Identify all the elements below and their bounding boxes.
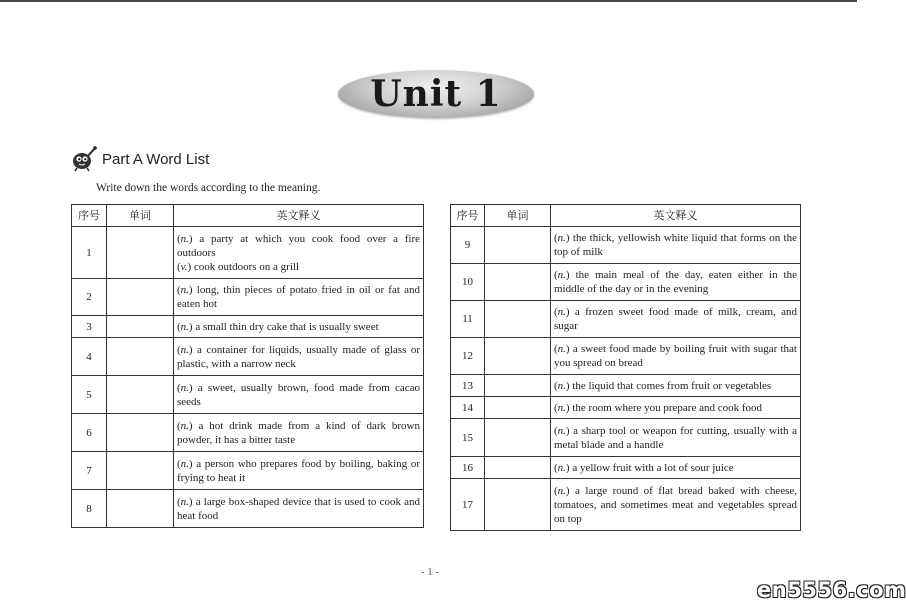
definition-line: (n.) a small thin dry cake that is usually sweet: [177, 320, 379, 333]
table-row: [451, 457, 801, 479]
word-answer-cell[interactable]: [485, 457, 551, 479]
definition-text: a party at which you cook food over a fire outdoors: [177, 232, 420, 259]
part-of-speech: n.: [557, 424, 566, 437]
part-of-speech: n.: [557, 343, 566, 355]
table-row: [72, 316, 424, 338]
part-of-speech: n.: [557, 232, 566, 244]
part-of-speech: n.: [557, 484, 566, 497]
row-number: 1: [72, 227, 107, 279]
definition-text: a sweet food made by boiling fruit with sugar that you spread on bread: [554, 343, 797, 369]
part-header: [70, 146, 209, 172]
word-list-table-right: [450, 204, 801, 531]
definition-line: (n.) a large round of flat bread baked with cheese, tomatoes, and sometimes meat and vegetables spread on top: [554, 484, 797, 525]
definition-cell: [551, 419, 801, 457]
part-of-speech: n.: [557, 461, 566, 474]
definition-line: (n.) long, thin pieces of potato fried in oil or fat and eaten hot: [177, 284, 420, 310]
table-row: [72, 414, 424, 452]
row-number: 3: [72, 316, 107, 338]
part-of-speech: n.: [557, 306, 566, 318]
definition-cell: [551, 338, 801, 375]
watermark: en5556.com: [757, 578, 906, 602]
definition-cell: [174, 279, 424, 316]
definition-text: a large round of flat bread baked with cheese, tomatoes, and sometimes meat and vegetables spread on top: [554, 484, 797, 525]
definition-text: the main meal of the day, eaten either in the middle of the day or in the evening: [554, 269, 797, 295]
word-answer-cell[interactable]: [107, 279, 174, 316]
header-num: 序号: [72, 205, 107, 227]
table-row: [451, 264, 801, 301]
table-row: [72, 490, 424, 528]
mascot-icon: [70, 146, 98, 172]
row-number: 14: [451, 397, 485, 419]
row-number: 9: [451, 227, 485, 264]
table-header-row: [72, 205, 424, 227]
table-row: [72, 452, 424, 490]
word-answer-cell[interactable]: [107, 376, 174, 414]
definition-line: (n.) a yellow fruit with a lot of sour juice: [554, 461, 734, 474]
top-rule: [0, 0, 857, 2]
table-row: [451, 227, 801, 264]
definition-text: a yellow fruit with a lot of sour juice: [569, 461, 734, 474]
definition-line: (n.) the room where you prepare and cook food: [554, 401, 763, 414]
table-header-row: [451, 205, 801, 227]
table-row: [451, 479, 801, 531]
part-of-speech: n.: [557, 269, 566, 281]
definition-line: (n.) a container for liquids, usually made of glass or plastic, with a narrow neck: [177, 343, 420, 370]
part-of-speech: n.: [180, 284, 189, 296]
part-of-speech: n.: [180, 320, 189, 333]
definition-cell: [551, 397, 801, 419]
word-answer-cell[interactable]: [107, 227, 174, 279]
word-answer-cell[interactable]: [485, 227, 551, 264]
row-number: 10: [451, 264, 485, 301]
part-of-speech: n.: [180, 381, 189, 394]
word-answer-cell[interactable]: [485, 338, 551, 375]
part-of-speech: n.: [557, 401, 566, 414]
table-row: [451, 301, 801, 338]
header-num: 序号: [451, 205, 485, 227]
instruction-text: Write down the words according to the meaning.: [96, 182, 321, 194]
part-of-speech: v.: [180, 260, 188, 273]
part-of-speech: n.: [180, 343, 189, 356]
definition-cell: [551, 227, 801, 264]
table-row: [451, 397, 801, 419]
header-word: 单词: [485, 205, 551, 227]
word-answer-cell[interactable]: [485, 397, 551, 419]
definition-text: a container for liquids, usually made of glass or plastic, with a narrow neck: [177, 343, 420, 370]
table-row: [451, 338, 801, 375]
definition-text: a person who prepares food by boiling, baking or frying to heat it: [177, 457, 420, 484]
word-answer-cell[interactable]: [107, 316, 174, 338]
definition-cell: [174, 490, 424, 528]
definition-text: a sharp tool or weapon for cutting, usually with a metal blade and a handle: [554, 424, 797, 451]
part-of-speech: n.: [557, 379, 566, 392]
definition-line: (n.) a hot drink made from a kind of dark brown powder, it has a bitter taste: [177, 419, 420, 446]
row-number: 6: [72, 414, 107, 452]
definition-cell: [174, 414, 424, 452]
table-row: [72, 338, 424, 376]
definition-line: (n.) the liquid that comes from fruit or vegetables: [554, 379, 772, 392]
header-word: 单词: [107, 205, 174, 227]
row-number: 8: [72, 490, 107, 528]
word-answer-cell[interactable]: [485, 264, 551, 301]
definition-text: cook outdoors on a grill: [191, 260, 300, 273]
row-number: 12: [451, 338, 485, 375]
word-answer-cell[interactable]: [485, 419, 551, 457]
header-definition: 英文释义: [174, 205, 424, 227]
definition-text: a small thin dry cake that is usually sweet: [192, 320, 379, 333]
row-number: 15: [451, 419, 485, 457]
row-number: 11: [451, 301, 485, 338]
definition-cell: [174, 452, 424, 490]
definition-cell: [174, 376, 424, 414]
definition-cell: [551, 301, 801, 338]
part-of-speech: n.: [180, 419, 189, 432]
definition-line: (n.) a party at which you cook food over a fire outdoors: [177, 232, 420, 259]
table-row: [72, 227, 424, 279]
definition-text: a sweet, usually brown, food made from cacao seeds: [177, 381, 420, 408]
part-of-speech: n.: [180, 232, 189, 245]
part-of-speech: n.: [180, 457, 189, 470]
part-of-speech: n.: [180, 495, 189, 508]
definition-text: the liquid that comes from fruit or vegetables: [569, 379, 772, 392]
definition-cell: [551, 479, 801, 531]
word-answer-cell[interactable]: [107, 452, 174, 490]
table-row: [72, 279, 424, 316]
header-definition: 英文释义: [551, 205, 801, 227]
definition-line: (n.) a sweet food made by boiling fruit with sugar that you spread on bread: [554, 343, 797, 369]
definition-cell: [551, 264, 801, 301]
definition-text: the thick, yellowish white liquid that forms on the top of milk: [554, 232, 797, 258]
word-answer-cell[interactable]: [107, 414, 174, 452]
row-number: 13: [451, 375, 485, 397]
definition-line: (n.) a sweet, usually brown, food made from cacao seeds: [177, 381, 420, 408]
page-number: - 1 -: [420, 566, 440, 578]
row-number: 7: [72, 452, 107, 490]
part-title: Part A Word List: [102, 150, 210, 168]
row-number: 16: [451, 457, 485, 479]
row-number: 2: [72, 279, 107, 316]
definition-line: (n.) the main meal of the day, eaten either in the middle of the day or in the evening: [554, 269, 797, 295]
definition-line: (n.) a frozen sweet food made of milk, cream, and sugar: [554, 306, 797, 332]
table-row: [72, 376, 424, 414]
word-list-table-left: [71, 204, 424, 528]
definition-line: (n.) a large box-shaped device that is used to cook and heat food: [177, 495, 420, 522]
word-answer-cell[interactable]: [485, 301, 551, 338]
row-number: 5: [72, 376, 107, 414]
definition-text: the room where you prepare and cook food: [569, 401, 763, 414]
definition-line: (n.) the thick, yellowish white liquid that forms on the top of milk: [554, 232, 797, 258]
definition-text: a hot drink made from a kind of dark brown powder, it has a bitter taste: [177, 419, 420, 446]
definition-cell: [174, 316, 424, 338]
table-row: [451, 419, 801, 457]
unit-banner: [338, 70, 534, 118]
definition-line: (n.) a sharp tool or weapon for cutting, usually with a metal blade and a handle: [554, 424, 797, 451]
word-answer-cell[interactable]: [485, 479, 551, 531]
row-number: 4: [72, 338, 107, 376]
definition-text: a frozen sweet food made of milk, cream, and sugar: [554, 306, 797, 332]
definition-text: long, thin pieces of potato fried in oil or fat and eaten hot: [177, 284, 420, 310]
definition-cell: [174, 227, 424, 279]
definition-cell: [174, 338, 424, 376]
word-answer-cell[interactable]: [107, 490, 174, 528]
unit-title: Unit 1: [370, 73, 502, 115]
word-answer-cell[interactable]: [485, 375, 551, 397]
table-row: [451, 375, 801, 397]
row-number: 17: [451, 479, 485, 531]
definition-line: (n.) a person who prepares food by boiling, baking or frying to heat it: [177, 457, 420, 484]
word-answer-cell[interactable]: [107, 338, 174, 376]
definition-line: (v.) cook outdoors on a grill: [177, 260, 300, 273]
definition-cell: [551, 375, 801, 397]
definition-text: a large box-shaped device that is used to cook and heat food: [177, 495, 420, 522]
definition-cell: [551, 457, 801, 479]
